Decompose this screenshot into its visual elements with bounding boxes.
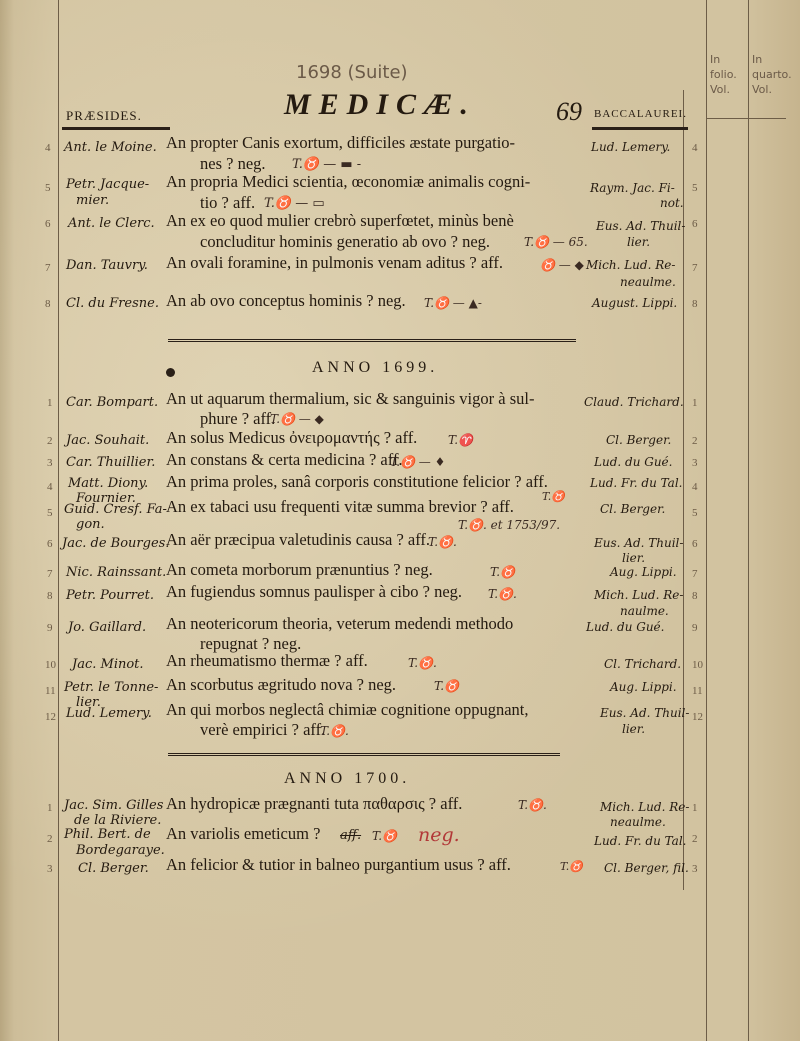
heading-anno-1699: ANNO 1699. <box>312 359 439 376</box>
right-row-number: 9 <box>692 622 698 634</box>
row-number: 8 <box>47 590 53 602</box>
row-number: 11 <box>45 685 56 697</box>
right-row-number: 4 <box>692 481 698 493</box>
question-text: An propria Medici scientia, œconomiæ animalis cogni- <box>166 172 531 191</box>
baccalaureus-name: Cl. Berger. <box>600 502 666 516</box>
right-row-number: 8 <box>692 298 698 310</box>
right-row-number: 3 <box>692 457 698 469</box>
annotation: T.♉ — ▬ - <box>292 157 362 172</box>
row-number: 3 <box>47 457 53 469</box>
right-heading: BACCALAUREI. <box>594 108 687 120</box>
heading-anno-1700: ANNO 1700. <box>284 770 411 787</box>
praeses-name: de la Riviere. <box>74 813 162 828</box>
praeses-name: Jo. Gaillard. <box>68 620 147 635</box>
row-number: 1 <box>47 397 53 409</box>
question-text: nes ? neg. <box>200 154 266 173</box>
praeses-name: mier. <box>76 193 110 208</box>
baccalaureus-name: Aug. Lippi. <box>610 565 677 579</box>
praeses-name: Car. Thuillier. <box>66 455 156 470</box>
praeses-name: Petr. le Tonne- <box>64 680 159 695</box>
row-number: 7 <box>47 568 53 580</box>
praeses-name: Car. Bompart. <box>66 395 159 410</box>
annotation: T.♉ <box>372 829 397 843</box>
annotation: T.♉ <box>560 860 583 873</box>
annotation: T.♉. <box>320 724 349 738</box>
annotation: T.♉ — ♦ <box>390 455 446 469</box>
annotation: T.♉ — ▭ <box>264 196 325 211</box>
row-number: 8 <box>45 298 51 310</box>
question-text: An prima proles, sanâ corporis constitutione felicior ? aff. <box>166 472 548 491</box>
section-divider-1700 <box>168 753 560 759</box>
question-text: concluditur hominis generatio ab ovo ? neg. <box>200 232 491 251</box>
praeses-name: Cl. du Fresne. <box>66 296 159 311</box>
side-note-right: In quarto. Vol. <box>752 53 792 96</box>
question-text: An cometa morborum prænuntius ? neg. <box>166 560 433 579</box>
praeses-name: Matt. Diony. <box>68 476 149 491</box>
praeses-name: Fournier. <box>76 491 136 506</box>
baccalaureus-name: not. <box>660 196 684 210</box>
baccalaureus-name: Mich. Lud. Re- <box>594 588 684 602</box>
question-text: tio ? aff. <box>200 193 256 212</box>
praeses-name: Guid. Cresf. Fa- <box>64 502 167 517</box>
annotation: ♉ — ◆ <box>540 258 584 272</box>
question-text: An ex tabaci usu frequenti vitæ summa brevior ? aff. <box>166 497 514 516</box>
question-text: repugnat ? neg. <box>200 634 302 653</box>
question-text: An ab ovo conceptus hominis ? neg. <box>166 291 406 310</box>
baccalaureus-name: Lud. du Gué. <box>586 620 665 634</box>
header-rule-right <box>592 127 688 131</box>
question-text: An qui morbos neglectâ chimiæ cognitione oppugnant, <box>166 700 529 719</box>
praeses-name: lier. <box>76 695 101 710</box>
right-row-number: 7 <box>692 262 698 274</box>
question-text: An ex eo quod mulier crebrò superfœtet, minùs benè <box>166 211 514 230</box>
praeses-name: Jac. Sim. Gilles <box>64 798 164 813</box>
left-heading: PRÆSIDES. <box>66 108 142 123</box>
baccalaureus-name: Raym. Jac. Fi- <box>590 181 675 195</box>
row-number: 10 <box>45 659 56 671</box>
page-title: MEDICÆ. <box>284 88 476 121</box>
annotation: T.♉. <box>428 535 457 549</box>
row-number: 4 <box>45 142 51 154</box>
annotation: T.♉. et 1753/97. <box>458 518 561 532</box>
baccalaurei-column-rule <box>683 90 684 890</box>
annotation: T.♉ <box>542 490 565 503</box>
baccalaureus-name: Lud. Fr. du Tal. <box>590 476 683 490</box>
left-margin-rule <box>58 0 59 1041</box>
baccalaureus-name: neaulme. <box>610 815 666 829</box>
ink-blot <box>166 368 175 377</box>
baccalaureus-name: lier. <box>627 235 651 249</box>
question-text: An hydropicæ prægnanti tuta παθαρσις ? aff. <box>166 794 463 813</box>
annotation: T.♉ — 65. <box>524 235 588 249</box>
praeses-name: Bordegaraye. <box>76 843 165 858</box>
side-note-divider <box>706 118 786 120</box>
question-text: An rheumatismo thermæ ? aff. <box>166 651 368 670</box>
row-number: 3 <box>47 863 53 875</box>
praeses-name: Nic. Rainssant. <box>66 565 167 580</box>
row-number: 2 <box>47 435 53 447</box>
right-row-number: 6 <box>692 538 698 550</box>
side-note-left: In folio. Vol. <box>710 53 737 96</box>
question-text: An constans & certa medicina ? aff. <box>166 450 403 469</box>
right-row-number: 8 <box>692 590 698 602</box>
row-number: 5 <box>47 507 53 519</box>
right-margin-rule <box>706 0 707 1041</box>
praeses-name: Ant. le Moine. <box>64 140 157 155</box>
right-row-number: 4 <box>692 142 698 154</box>
praeses-name: Dan. Tauvry. <box>66 258 148 273</box>
right-row-number: 2 <box>692 833 698 845</box>
baccalaureus-name: Cl. Berger. <box>606 433 672 447</box>
praeses-name: Jac. Souhait. <box>66 433 150 448</box>
baccalaureus-name: naulme. <box>620 604 669 618</box>
question-text: An felicior & tutior in balneo purgantium usus ? aff. <box>166 855 511 874</box>
praeses-name: Ant. le Clerc. <box>68 216 155 231</box>
annotation: T.♈ <box>448 433 473 447</box>
question-text: An ut aquarum thermalium, sic & sanguinis vigor à sul- <box>166 389 535 408</box>
annotation: T.♉ — ◆ <box>270 412 324 426</box>
baccalaureus-name: Cl. Trichard. <box>604 657 682 671</box>
pencil-note: 1698 (Suite) <box>296 62 408 83</box>
baccalaureus-name: Eus. Ad. Thuil- <box>600 706 690 720</box>
baccalaureus-name: Eus. Ad. Thuil- <box>594 536 684 550</box>
row-number: 4 <box>47 481 53 493</box>
baccalaureus-name: Cl. Berger, fil. <box>604 861 689 875</box>
annotation: T.♉ — ▲- <box>424 296 482 310</box>
praeses-name: gon. <box>76 517 105 532</box>
side-note-rule <box>748 0 749 1041</box>
right-row-number: 1 <box>692 802 698 814</box>
baccalaureus-name: neaulme. <box>620 275 676 289</box>
praeses-name: Jac. Minot. <box>72 657 144 672</box>
right-row-number: 12 <box>692 711 703 723</box>
question-text: An ovali foramine, in pulmonis venam aditus ? aff. <box>166 253 503 272</box>
right-row-number: 7 <box>692 568 698 580</box>
row-number: 7 <box>45 262 51 274</box>
section-divider-1699 <box>168 339 576 345</box>
struck-word: aff. <box>340 828 362 843</box>
annotation: T.♉. <box>518 798 547 812</box>
baccalaureus-name: Mich. Lud. Re- <box>586 258 676 272</box>
question-text: An aër præcipua valetudinis causa ? aff. <box>166 530 431 549</box>
question-text: An propter Canis exortum, difficiles æstate purgatio- <box>166 133 516 152</box>
right-row-number: 11 <box>692 685 703 697</box>
row-number: 9 <box>47 622 53 634</box>
question-text: An fugiendus somnus paulisper à cibo ? neg. <box>166 582 463 601</box>
header-rule-left <box>62 127 170 131</box>
row-number: 1 <box>47 802 53 814</box>
praeses-name: Petr. Jacque- <box>66 177 150 192</box>
annotation: T.♉. <box>408 656 437 670</box>
row-number: 12 <box>45 711 56 723</box>
question-text: An scorbutus ægritudo nova ? neg. <box>166 675 397 694</box>
question-text: An solus Medicus ὀνειρομαντής ? aff. <box>166 428 418 447</box>
baccalaureus-name: Claud. Trichard. <box>584 395 684 409</box>
praeses-name: Phil. Bert. de <box>64 827 151 842</box>
baccalaureus-name: Aug. Lippi. <box>610 680 677 694</box>
baccalaureus-name: Eus. Ad. Thuil- <box>596 219 686 233</box>
right-row-number: 6 <box>692 218 698 230</box>
baccalaureus-name: Lud. Lemery. <box>591 140 671 154</box>
praeses-name: Petr. Pourret. <box>66 588 155 603</box>
praeses-name: Jac. de Bourges. <box>62 536 170 551</box>
row-number: 2 <box>47 833 53 845</box>
annotation: T.♉ <box>490 565 515 579</box>
row-number: 6 <box>45 218 51 230</box>
question-text: verè empirici ? aff. <box>200 720 326 739</box>
baccalaureus-name: lier. <box>622 551 646 565</box>
annotation: T.♉. <box>488 587 517 601</box>
baccalaureus-name: Lud. Fr. du Tal. <box>594 834 687 848</box>
question-text: phure ? aff. <box>200 409 276 428</box>
question-text: An variolis emeticum ? <box>166 824 321 843</box>
row-number: 5 <box>45 182 51 194</box>
row-number: 6 <box>47 538 53 550</box>
page-number: 69 <box>556 97 582 126</box>
right-row-number: 5 <box>692 507 698 519</box>
right-row-number: 10 <box>692 659 703 671</box>
baccalaureus-name: Lud. du Gué. <box>594 455 673 469</box>
praeses-name: Cl. Berger. <box>78 861 149 876</box>
handwritten-correction: neg. <box>418 824 460 846</box>
baccalaureus-name: August. Lippi. <box>592 296 678 310</box>
baccalaureus-name: lier. <box>622 722 646 736</box>
question-text: An neotericorum theoria, veterum medendi methodo <box>166 614 514 633</box>
praeses-name: Lud. Lemery. <box>66 706 152 721</box>
annotation: T.♉ <box>434 679 459 693</box>
baccalaureus-name: Mich. Lud. Re- <box>600 800 690 814</box>
right-row-number: 5 <box>692 182 698 194</box>
right-row-number: 2 <box>692 435 698 447</box>
right-row-number: 3 <box>692 863 698 875</box>
right-row-number: 1 <box>692 397 698 409</box>
